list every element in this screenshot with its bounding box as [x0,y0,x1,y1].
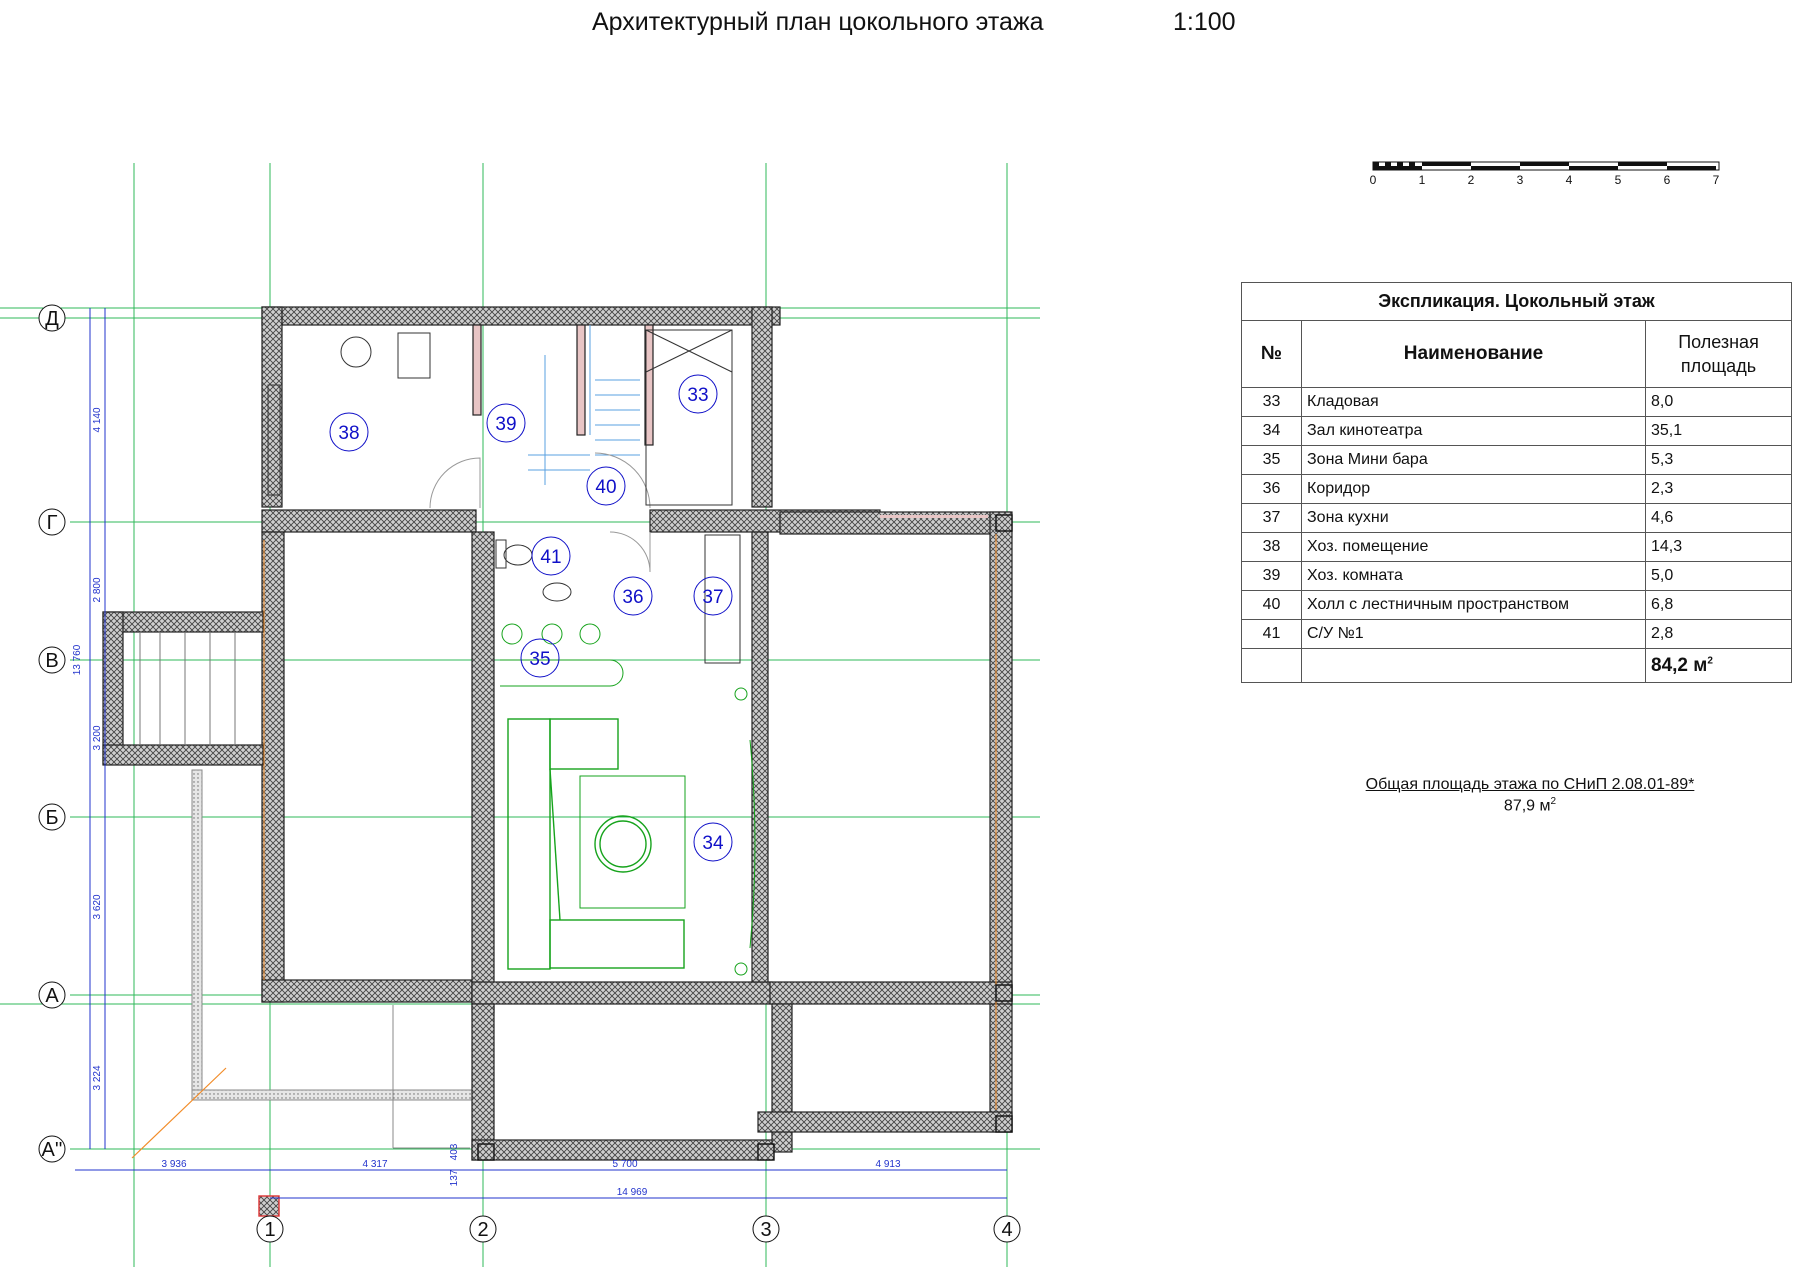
cell-name: Коридор [1302,475,1646,504]
table-row [1242,417,1792,446]
cell-area: 5,0 [1646,562,1792,591]
cell-num: 35 [1242,446,1302,475]
axis-row-label: Д [45,308,59,330]
explication-total: 84,2 $м^2$ [1646,649,1792,683]
cell-area: 5,3 [1646,446,1792,475]
room-number: 39 [495,414,517,435]
dimension-vertical: 3 224 [92,1065,103,1091]
scale-bar-label: 5 [1614,173,1622,187]
cell-num: 34 [1242,417,1302,446]
cell-name: Зал кинотеатра [1302,417,1646,446]
dimension-horizontal: 14 969 [616,1187,648,1198]
room-number: 33 [687,385,709,406]
cell-area: 6,8 [1646,591,1792,620]
cell-num: 37 [1242,504,1302,533]
walls [103,307,1012,1160]
drawing-scale: 1:100 [1173,8,1236,36]
dimension-horizontal: 3 936 [161,1159,187,1170]
header-name: Наименование [1302,321,1646,388]
room-number: 34 [702,833,724,854]
cell-name: Зона кухни [1302,504,1646,533]
total-floor-area [1330,776,1730,815]
scale-bar-label: 4 [1565,173,1573,187]
cell-name: С/У №1 [1302,620,1646,649]
explication-table [1241,282,1792,683]
scale-bar-label: 0 [1369,173,1377,187]
axis-row-label: А [45,985,59,1007]
axis-grid [0,163,1040,1267]
dimension-horizontal: 137 [449,1169,460,1187]
cell-num: 36 [1242,475,1302,504]
axis-row-label: В [45,650,59,672]
cell-name: Кладовая [1302,388,1646,417]
room-number: 41 [540,547,562,568]
scale-bar-label: 7 [1712,173,1720,187]
dimension-horizontal: 403 [449,1143,460,1161]
room-number: 36 [622,587,644,608]
dimension-vertical: 2 800 [92,577,103,603]
cell-name: Зона Мини бара [1302,446,1646,475]
scale-bar-label: 1 [1418,173,1426,187]
scale-bar-label: 6 [1663,173,1671,187]
header-num: № [1242,321,1302,388]
total-area-label: Общая площадь этажа по СНиП 2.08.01-89* [1365,776,1695,793]
cell-area: 2,3 [1646,475,1792,504]
dimension-horizontal: 4 317 [362,1159,388,1170]
header-area: Полезная площадь [1646,321,1792,388]
cell-num: 39 [1242,562,1302,591]
cell-area: 2,8 [1646,620,1792,649]
axis-col-label: 4 [1001,1219,1013,1241]
scale-bar-label: 3 [1516,173,1524,187]
axis-row-label: А'' [41,1139,63,1161]
cell-num: 41 [1242,620,1302,649]
room-number: 35 [529,649,551,670]
cell-area: 8,0 [1646,388,1792,417]
room-number: 37 [702,587,724,608]
axis-col-label: 1 [264,1219,276,1241]
axis-row-label: Б [45,807,59,829]
cell-name: Холл с лестничным пространством [1302,591,1646,620]
dimension-vertical: 3 620 [92,894,103,920]
room-number: 40 [595,477,617,498]
table-row [1242,620,1792,649]
cell-num: 40 [1242,591,1302,620]
cell-name: Хоз. помещение [1302,533,1646,562]
scale-bar-label: 2 [1467,173,1475,187]
axis-col-label: 2 [477,1219,489,1241]
cell-num: 33 [1242,388,1302,417]
room-number: 38 [338,423,360,444]
scale-bar [1370,162,1720,187]
dimension-horizontal: 5 700 [612,1159,638,1170]
cell-name: Хоз. комната [1302,562,1646,591]
dimension-horizontal: 4 913 [875,1159,901,1170]
dimension-vertical: 4 140 [92,407,103,433]
explication-caption: Экспликация. Цокольный этаж [1242,283,1792,321]
dimension-vertical: 13 760 [72,644,83,676]
table-row [1242,388,1792,417]
table-row [1242,591,1792,620]
table-row [1242,446,1792,475]
table-row [1242,504,1792,533]
cell-area: 14,3 [1646,533,1792,562]
cell-area: 35,1 [1646,417,1792,446]
axis-col-label: 3 [760,1219,772,1241]
table-row [1242,533,1792,562]
total-area-value: 87,9 $м^2$ [1503,796,1557,815]
dimension-vertical: 3 200 [92,725,103,751]
cell-num: 38 [1242,533,1302,562]
table-row [1242,475,1792,504]
axis-row-label: Г [46,512,58,534]
drawing-title-text: Архитектурный план цокольного этажа [592,8,1044,36]
table-row [1242,562,1792,591]
cell-area: 4,6 [1646,504,1792,533]
